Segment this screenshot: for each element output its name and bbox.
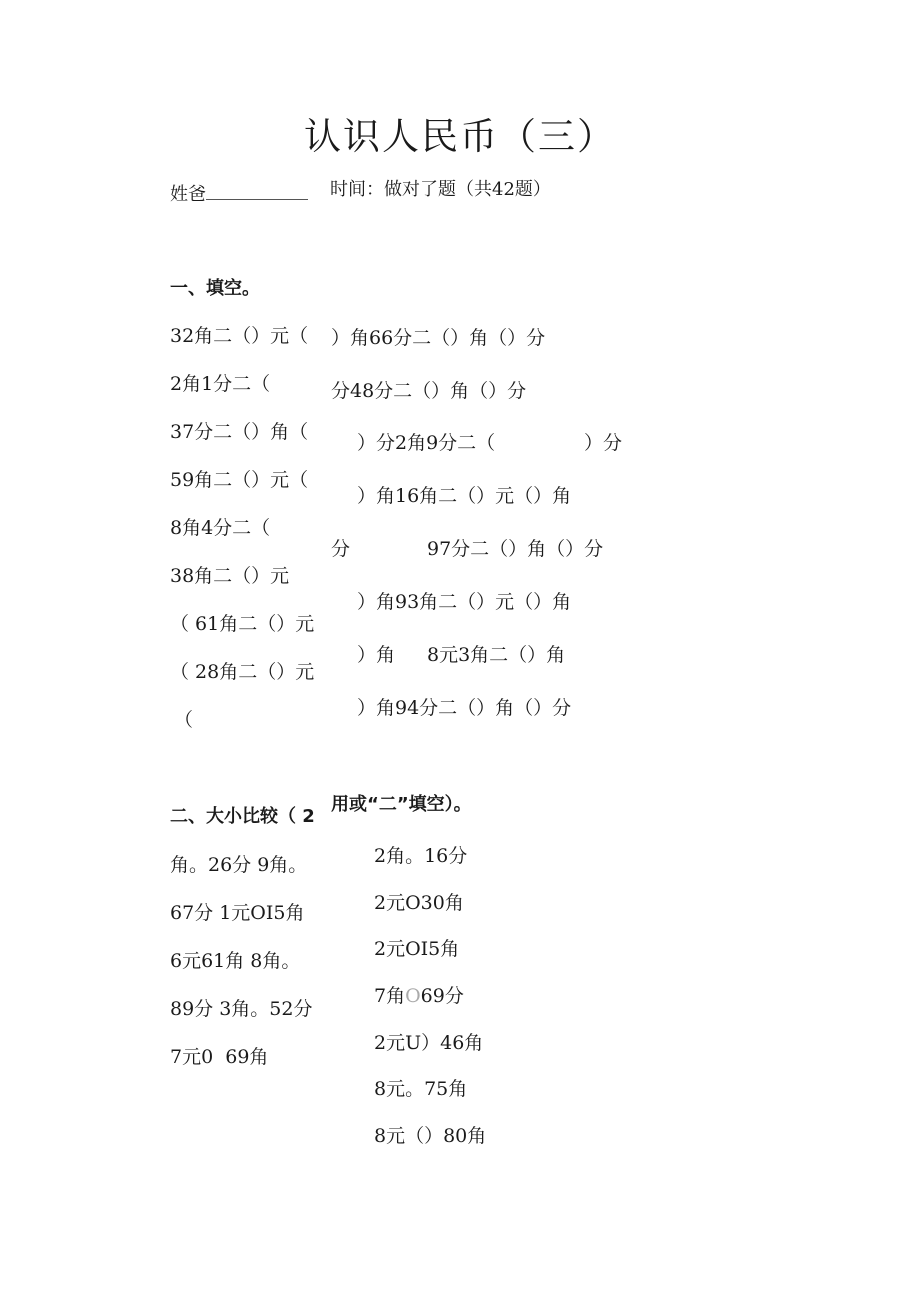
s1-left-item: 8角4分二（ [170, 517, 271, 539]
section1-heading: 一、填空。 [170, 278, 260, 299]
s2-right-item-text: 7角 [374, 985, 406, 1007]
s1-mid-item: ）角93角二（）元（）角 [357, 591, 572, 613]
s2-left-item: 7元0 69角 [170, 1046, 269, 1068]
s1-left-item: 59角二（）元（ [170, 469, 309, 491]
s1-left-item: 2角1分二（ [170, 373, 271, 395]
s1-mid-item-tail: 97分二（）角（）分 [427, 538, 604, 560]
s1-left-item: 38角二（）元 [170, 565, 290, 587]
s1-left-item: （ 61角二（）元 [170, 613, 315, 635]
s2-right-item: 2元O30角 [374, 892, 464, 914]
s2-right-item: 8元（）80角 [374, 1125, 487, 1147]
s1-left-item: （ [174, 709, 194, 731]
info-line: 时间：做对了题（共42题） [330, 179, 551, 200]
s2-right-item: 2元OI5角 [374, 938, 460, 960]
name-blank [206, 181, 308, 200]
s1-left-item: （ 28角二（）元 [170, 661, 315, 683]
s2-right-item: 8元。75角 [374, 1078, 468, 1100]
s1-mid-item: ）角16角二（）元（）角 [357, 485, 572, 507]
s2-right-item: 2角。16分 [374, 845, 468, 867]
s1-mid-item: ）角94分二（）角（）分 [357, 697, 572, 719]
s2-right-item-tail: 69分 [420, 985, 464, 1007]
s2-left-item: 67分 1元OI5角 [170, 902, 305, 924]
s1-mid-item: 分48分二（）角（）分 [331, 380, 527, 402]
s1-mid-item-tail: ）分 [584, 432, 623, 454]
s2-left-item: 6元61角 8角。 [170, 950, 301, 972]
s2-right-item: 2元U）46角 [374, 1032, 484, 1054]
s1-left-item: 37分二（）角（ [170, 421, 309, 443]
s1-mid-item: ）角66分二（）角（）分 [331, 327, 546, 349]
s1-mid-item: ）分2角9分二（ [357, 432, 496, 454]
s2-right-item [374, 987, 464, 1006]
s2-right-item-faint: O [405, 985, 421, 1007]
s1-mid-item: 分 [331, 538, 351, 560]
name-field [170, 181, 308, 204]
name-label: 姓爸 [170, 184, 206, 205]
section2-heading-cont: 用或“二”填空）。 [331, 794, 472, 815]
s1-mid-item: ）角 [357, 644, 396, 666]
s2-left-item: 角。26分 9角。 [170, 854, 308, 876]
page-title: 认识人民币（三） [304, 115, 616, 158]
s1-left-item: 32角二（）元（ [170, 325, 309, 347]
section2-heading: 二、大小比较（ 2 [170, 806, 315, 827]
s2-left-item: 89分 3角。52分 [170, 998, 313, 1020]
s1-mid-item-tail: 8元3角二（）角 [427, 644, 566, 666]
